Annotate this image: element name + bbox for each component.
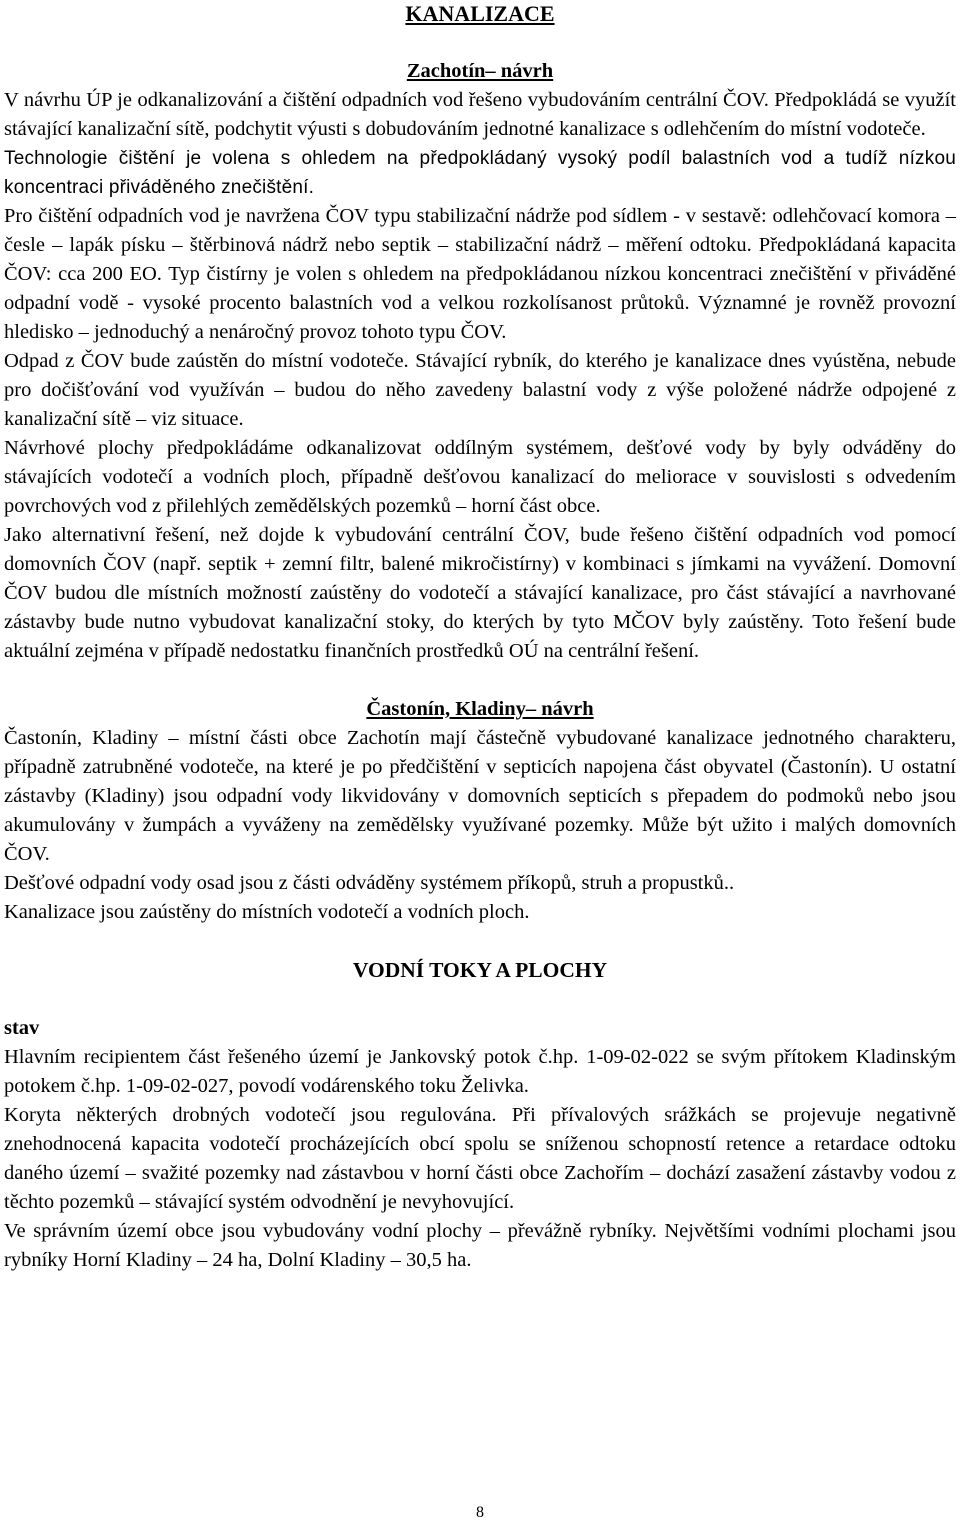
page-number: 8 — [476, 1504, 484, 1521]
paragraph: Návrhové plochy předpokládáme odkanalizovat oddílným systémem, dešťové vody by byly odváděny do stávajících vodotečí a vodních ploch, případně dešťovou kanalizací do meliorace v souvislosti s odvedením povrchových vod z přilehlých zemědělských pozemků – horní část obce. — [4, 437, 956, 517]
document-page — [4, 0, 956, 1275]
section-heading-vodni-toky: VODNÍ TOKY A PLOCHY — [352, 958, 608, 982]
paragraph: Jako alternativní řešení, než dojde k vybudování centrální ČOV, bude řešeno čištění odpadních vod pomocí domovních ČOV (např. septik + zemní filtr, balené mikročistírny) v kombinaci s jímkami na vyvážení. Domovní ČOV budou dle místních možností zaústěny do vodotečí a stávající kanalizace, pro část stávající a navrhované zástavby bude nutno vybudovat kanalizační stoky, do kterých by tyto MČOV byly zaústěny. Toto řešení bude aktuální zejména v případě nedostatku finančních prostředků OÚ na centrální řešení. — [4, 524, 956, 662]
paragraph: Technologie čištění je volena s ohledem na předpokládaný vysoký podíl balastních vod a tudíž nízkou koncentraci přiváděného znečištění. — [4, 148, 956, 198]
paragraph: Ve správním území obce jsou vybudovány vodní plochy – převážně rybníky. Největšími vodními plochami jsou rybníky Horní Kladiny – 24 ha, Dolní Kladiny – 30,5 ha. — [4, 1220, 956, 1271]
document-title: KANALIZACE — [405, 1, 555, 26]
section-heading-castonin-kladiny: Častonín, Kladiny– návrh — [366, 698, 594, 720]
paragraph: Kanalizace jsou zaústěny do místních vodotečí a vodních ploch. — [4, 901, 530, 923]
paragraph: Dešťové odpadní vody osad jsou z části odváděny systémem příkopů, struh a propustků.. — [4, 872, 735, 894]
subheading-stav: stav — [4, 1017, 40, 1039]
paragraph: Častonín, Kladiny – místní části obce Zachotín mají částečně vybudované kanalizace jednotného charakteru, případně zatrubněné vodoteče, na které je po předčištění v septicích napojena část obyvatel (Častonín). U ostatní zástavby (Kladiny) jsou odpadní vody likvidovány v domovních septicích s přepadem do podmoků nebo jsou akumulovány v žumpách a vyváženy na zemědělsky využívané pozemky. Může být užito i malých domovních ČOV. — [4, 727, 956, 865]
paragraph: Hlavním recipientem část řešeného území je Jankovský potok č.hp. 1-09-02-022 se svým přítokem Kladinským potokem č.hp. 1-09-02-027, povodí vodárenského toku Želivka. — [4, 1046, 956, 1097]
paragraph: V návrhu ÚP je odkanalizování a čištění odpadních vod řešeno vybudováním centrální ČOV. Předpokládá se využít stávající kanalizační sítě, podchytit výusti s dobudováním jednotné kanalizace s odlehčením do místní vodoteče. — [4, 89, 956, 140]
paragraph: Odpad z ČOV bude zaústěn do místní vodoteče. Stávající rybník, do kterého je kanalizace dnes vyústěna, nebude pro dočišťování vod využíván – budou do něho zavedeny balastní vody z výše položené nádrže odpojené z kanalizační sítě – viz situace. — [4, 350, 956, 430]
section-heading-zachotin: Zachotín– návrh — [406, 60, 554, 82]
paragraph: Pro čištění odpadních vod je navržena ČOV typu stabilizační nádrže pod sídlem - v sestavě: odlehčovací komora – česle – lapák písku – štěrbinová nádrž nebo septik – stabilizační nádrž – měření odtoku. Předpokládaná kapacita ČOV: cca 200 EO. Typ čistírny je volen s ohledem na předpokládanou nízkou koncentraci znečištění v přiváděné odpadní vodě - vysoké procento balastních vod a velkou rozkolísanost průtoků. Významné je rovněž provozní hledisko – jednoduchý a nenáročný provoz tohoto typu ČOV. — [4, 205, 956, 343]
paragraph: Koryta některých drobných vodotečí jsou regulována. Při přívalových srážkách se projevuje negativně znehodnocená kapacita vodotečí procházejících obcí spolu se sníženou schopností retence a retardace odtoku daného území – svažité pozemky nad zástavbou v horní části obce Zachořím – dochází zasažení zástavby vodou z těchto pozemků – stávající systém odvodnění je nevyhovující. — [4, 1104, 956, 1213]
